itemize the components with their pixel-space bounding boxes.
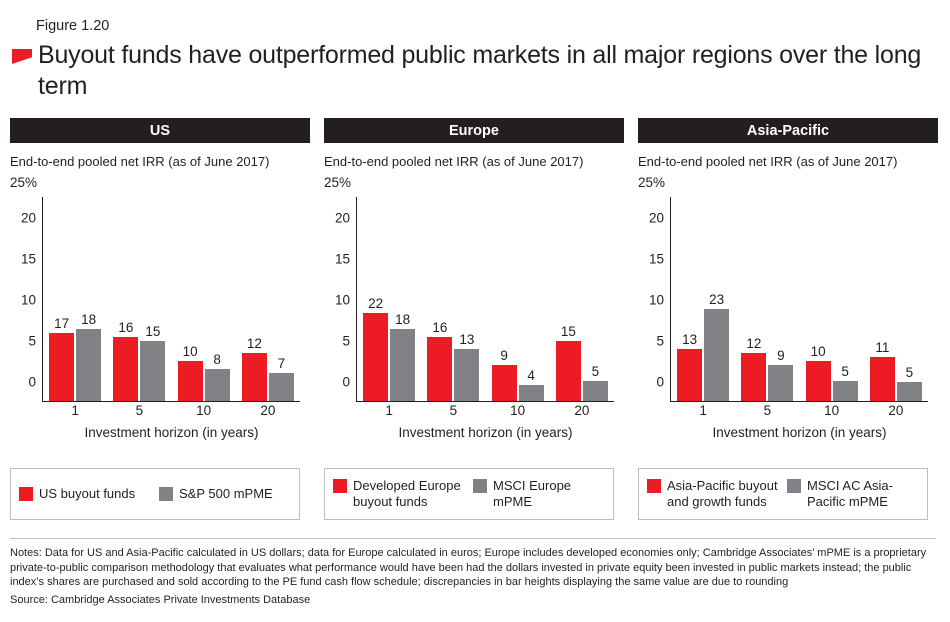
bar-group-europe-1 <box>357 197 421 401</box>
bar-group-asia-5 <box>735 197 799 401</box>
page-title: Buyout funds have outperformed public markets in all major regions over the long term <box>38 41 922 100</box>
axis-area-us <box>10 197 310 402</box>
bar-europe-buyout-20: 15 <box>556 341 581 401</box>
legend-item-us-mpme <box>159 486 291 502</box>
x-tick-us-20: 20 <box>260 403 276 418</box>
y-tick-5-europe: 5 <box>342 333 350 348</box>
bar-europe-mpme-10: 4 <box>519 385 544 401</box>
x-tick-europe-5: 5 <box>449 403 458 418</box>
x-tick-asia-10: 10 <box>824 403 840 418</box>
x-axis-line-europe <box>356 401 614 402</box>
panel-header-europe: Europe <box>324 118 624 143</box>
legend-item-europe-mpme <box>473 478 605 511</box>
x-tick-asia-5: 5 <box>763 403 772 418</box>
y-tick-10-europe: 10 <box>334 292 350 307</box>
bar-europe-mpme-20: 5 <box>583 381 608 401</box>
y-tick-20-us: 20 <box>20 210 36 225</box>
legend-label-us-buyout: US buyout funds <box>39 485 136 501</box>
panel-header-us: US <box>10 118 310 143</box>
bar-group-us-10 <box>172 197 236 401</box>
legend-swatch-red-icon <box>647 479 661 493</box>
bar-group-europe-5 <box>421 197 485 401</box>
plot-asia-pacific <box>638 175 938 440</box>
legend-label-europe-mpme: MSCI Europe mPME <box>493 477 572 509</box>
bar-europe-mpme-5: 13 <box>454 349 479 401</box>
footer-source: Source: Cambridge Associates Private Investments Database <box>10 593 311 606</box>
bar-group-asia-1 <box>671 197 735 401</box>
x-tick-asia-1: 1 <box>699 403 707 418</box>
bar-group-asia-10 <box>800 197 864 401</box>
bar-asia-mpme-10: 5 <box>833 381 858 401</box>
y-tick-0-europe: 0 <box>342 374 350 389</box>
footer-notes: Notes: Data for US and Asia-Pacific calculated in US dollars; data for Europe calculated in euros; Europe includes developed economies only; Cambridge Associates’ mPME is a proprietary private-to-public comparison methodology that evaluates what performance would have been had the dollars invested in private equity been invested in public markets instead; the public index’s shares are purchased and sold according to the PE fund cash flow schedule; discrepancies in bar heights displaying the same value are due to rounding <box>10 547 927 589</box>
bar-us-mpme-20: 7 <box>269 373 294 401</box>
y-tick-10-us: 10 <box>20 292 36 307</box>
legend-swatch-grey-icon <box>473 479 487 493</box>
y-axis-max-label-us: 25% <box>10 175 38 190</box>
legend-swatch-red-icon <box>333 479 347 493</box>
panel-header-asia-pacific: Asia-Pacific <box>638 118 938 143</box>
bar-us-buyout-1: 17 <box>49 333 74 401</box>
bar-group-us-20 <box>236 197 300 401</box>
bar-asia-mpme-1: 23 <box>704 309 729 401</box>
plot-us <box>10 175 310 440</box>
bar-us-buyout-5: 16 <box>113 337 138 401</box>
x-ticks-europe <box>357 403 614 418</box>
bar-europe-buyout-5: 16 <box>427 337 452 401</box>
legend-label-asia-buyout: Asia-Pacific buyout and growth funds <box>667 477 778 509</box>
bars-us <box>43 197 300 401</box>
x-ticks-asia-pacific <box>671 403 928 418</box>
bar-us-buyout-10: 10 <box>178 361 203 401</box>
footer-divider <box>10 538 936 539</box>
bar-us-mpme-1: 18 <box>76 329 101 401</box>
y-tick-15-us: 15 <box>20 251 36 266</box>
axis-area-europe <box>324 197 624 402</box>
figure-number: Figure 1.20 <box>36 18 110 34</box>
chart-panels <box>10 118 940 528</box>
panel-subtitle-europe: End-to-end pooled net IRR (as of June 2017) <box>324 154 584 169</box>
legend-swatch-red-icon <box>19 487 33 501</box>
bars-europe <box>357 197 614 401</box>
x-axis-title-asia-pacific: Investment horizon (in years) <box>712 425 887 440</box>
bars-asia-pacific <box>671 197 928 401</box>
bar-group-us-1 <box>43 197 107 401</box>
x-axis-title-us: Investment horizon (in years) <box>84 425 259 440</box>
y-tick-5-us: 5 <box>28 333 36 348</box>
legend-item-us-buyout <box>19 486 151 502</box>
y-tick-20-europe: 20 <box>334 210 350 225</box>
x-tick-us-1: 1 <box>71 403 79 418</box>
x-tick-us-10: 10 <box>196 403 212 418</box>
axis-area-asia-pacific <box>638 197 938 402</box>
x-axis-title-europe: Investment horizon (in years) <box>398 425 573 440</box>
legend-item-asia-mpme <box>787 478 919 511</box>
red-marker-icon <box>12 49 32 64</box>
x-tick-europe-20: 20 <box>574 403 590 418</box>
bar-europe-buyout-1: 22 <box>363 313 388 401</box>
y-tick-20-asia-pacific: 20 <box>648 210 664 225</box>
y-axis-max-label-asia-pacific: 25% <box>638 175 666 190</box>
x-tick-europe-1: 1 <box>385 403 393 418</box>
bar-group-europe-20 <box>550 197 614 401</box>
legend-us <box>10 468 300 520</box>
legend-label-asia-mpme: MSCI AC Asia-Pacific mPME <box>807 477 893 509</box>
x-axis-line-asia-pacific <box>670 401 928 402</box>
bar-group-us-5 <box>107 197 171 401</box>
x-tick-europe-10: 10 <box>510 403 526 418</box>
y-tick-10-asia-pacific: 10 <box>648 292 664 307</box>
bar-asia-buyout-5: 12 <box>741 353 766 401</box>
panel-us <box>10 118 310 528</box>
panel-asia-pacific <box>638 118 938 528</box>
footer <box>10 538 936 608</box>
y-tick-15-europe: 15 <box>334 251 350 266</box>
panel-subtitle-asia-pacific: End-to-end pooled net IRR (as of June 2017) <box>638 154 898 169</box>
bar-europe-mpme-1: 18 <box>390 329 415 401</box>
bar-asia-mpme-20: 5 <box>897 382 922 401</box>
y-axis-max-label-europe: 25% <box>324 175 352 190</box>
legend-europe <box>324 468 614 520</box>
plot-europe <box>324 175 624 440</box>
legend-swatch-grey-icon <box>787 479 801 493</box>
legend-item-asia-buyout <box>647 478 779 511</box>
panel-subtitle-us: End-to-end pooled net IRR (as of June 2017) <box>10 154 270 169</box>
bar-us-mpme-10: 8 <box>205 369 230 401</box>
legend-label-us-mpme: S&P 500 mPME <box>179 485 273 501</box>
y-tick-0-asia-pacific: 0 <box>656 374 664 389</box>
x-axis-line-us <box>42 401 300 402</box>
legend-label-europe-buyout: Developed Europe buyout funds <box>353 477 461 509</box>
x-ticks-us <box>43 403 300 418</box>
legend-item-europe-buyout <box>333 478 465 511</box>
bar-asia-buyout-10: 10 <box>806 361 831 401</box>
bar-us-buyout-20: 12 <box>242 353 267 401</box>
y-tick-15-asia-pacific: 15 <box>648 251 664 266</box>
bar-europe-buyout-10: 9 <box>492 365 517 401</box>
title-block <box>12 40 932 101</box>
x-tick-asia-20: 20 <box>888 403 904 418</box>
y-tick-0-us: 0 <box>28 374 36 389</box>
x-tick-us-5: 5 <box>135 403 144 418</box>
legend-asia-pacific <box>638 468 928 520</box>
bar-asia-buyout-20: 11 <box>870 357 895 401</box>
bar-asia-mpme-5: 9 <box>768 365 793 401</box>
legend-swatch-grey-icon <box>159 487 173 501</box>
panel-europe <box>324 118 624 528</box>
bar-group-asia-20 <box>864 197 928 401</box>
y-tick-5-asia-pacific: 5 <box>656 333 664 348</box>
bar-asia-buyout-1: 13 <box>677 349 702 401</box>
bar-us-mpme-5: 15 <box>140 341 165 401</box>
bar-group-europe-10 <box>486 197 550 401</box>
